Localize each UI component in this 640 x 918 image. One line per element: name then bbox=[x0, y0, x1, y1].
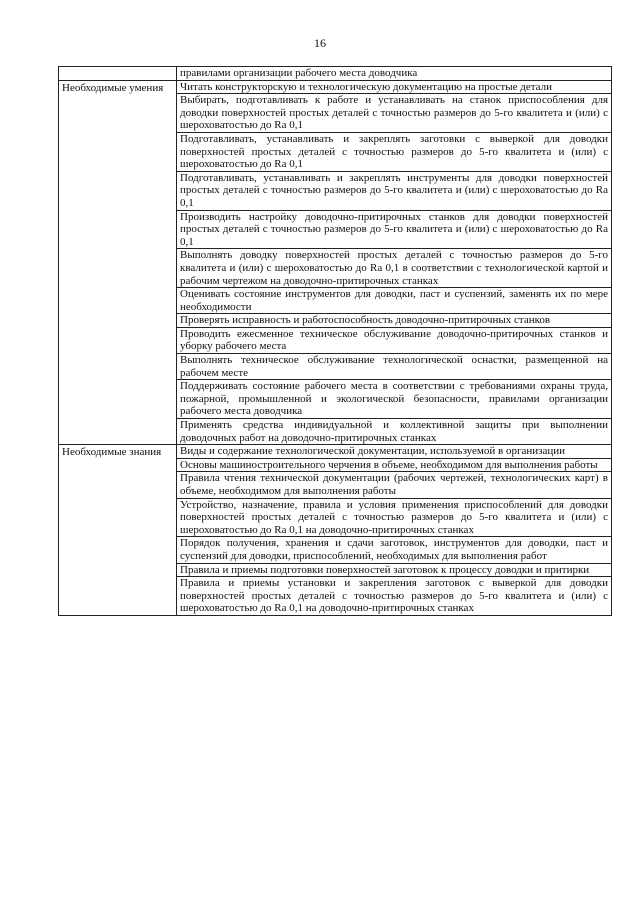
requirements-table bbox=[58, 66, 612, 616]
empty-label-cell bbox=[59, 67, 177, 81]
knowledge-item: Порядок получения, хранения и сдачи заготовок, инструментов для доводки, паст и суспензий для доводки, приспособлений, необходимых для выполнения работ bbox=[177, 537, 612, 563]
skill-item: Выбирать, подготавливать к работе и устанавливать на станок приспособления для доводки поверхностей простых деталей с точностью размеров до 5-го квалитета и (или) с шероховатостью до Ra 0,1 bbox=[177, 94, 612, 133]
skill-item: Читать конструкторскую и технологическую документацию на простые детали bbox=[177, 80, 612, 94]
knowledge-item: Основы машиностроительного черчения в объеме, необходимом для выполнения работы bbox=[177, 458, 612, 472]
skill-item: Поддерживать состояние рабочего места в соответствии с требованиями охраны труда, пожарной, промышленной и экологической безопасности, правилами организации рабочего места доводчика bbox=[177, 380, 612, 419]
knowledge-label: Необходимые знания bbox=[59, 445, 177, 616]
table-row bbox=[59, 67, 612, 81]
skill-item: Оценивать состояние инструментов для доводки, паст и суспензий, заменять их по мере необходимости bbox=[177, 288, 612, 314]
skill-item: Выполнять доводку поверхностей простых деталей с точностью размеров до 5-го квалитета и (или) с шероховатостью до Ra 0,1 в соответствии с технологической картой и рабочим чертежом на доводочно-притирочных станках bbox=[177, 249, 612, 288]
table-row bbox=[59, 80, 612, 94]
knowledge-item: Правила и приемы подготовки поверхностей заготовок к процессу доводки и притирки bbox=[177, 563, 612, 577]
skill-item: Применять средства индивидуальной и коллективной защиты при выполнении доводочных работ на доводочно-притирочных станках bbox=[177, 419, 612, 445]
knowledge-item: Правила и приемы установки и закрепления заготовок с выверкой для доводки поверхностей простых деталей с точностью размеров до 5-го квалитета и (или) с шероховатостью до Ra 0,1 на доводочно-притирочных станках bbox=[177, 577, 612, 616]
continuation-cell: правилами организации рабочего места доводчика bbox=[177, 67, 612, 81]
skill-item: Производить настройку доводочно-притирочных станков для доводки поверхностей простых деталей с точностью размеров до 5-го квалитета и (или) с шероховатостью до Ra 0,1 bbox=[177, 210, 612, 249]
knowledge-item: Виды и содержание технологической документации, используемой в организации bbox=[177, 445, 612, 459]
skills-label: Необходимые умения bbox=[59, 80, 177, 445]
knowledge-item: Устройство, назначение, правила и условия применения приспособлений для доводки поверхностей простых деталей с точностью размеров до 5-го квалитета и (или) с шероховатостью до Ra 0,1 на доводочно-притирочных станках bbox=[177, 498, 612, 537]
skill-item: Подготавливать, устанавливать и закреплять заготовки с выверкой для доводки поверхностей простых деталей с точностью размеров до 5-го квалитета и (или) с шероховатостью до Ra 0,1 bbox=[177, 132, 612, 171]
table-row bbox=[59, 445, 612, 459]
knowledge-item: Правила чтения технической документации (рабочих чертежей, технологических карт) в объеме, необходимом для выполнения работы bbox=[177, 472, 612, 498]
page-number: 16 bbox=[314, 36, 326, 50]
skill-item: Проверять исправность и работоспособность доводочно-притирочных станков bbox=[177, 314, 612, 328]
skill-item: Проводить ежесменное техническое обслуживание доводочно-притирочных станков и уборку рабочего места bbox=[177, 327, 612, 353]
skill-item: Выполнять техническое обслуживание технологической оснастки, размещенной на рабочем месте bbox=[177, 354, 612, 380]
skill-item: Подготавливать, устанавливать и закреплять инструменты для доводки поверхностей простых деталей с точностью размеров до 5-го квалитета и (или) с шероховатостью до Ra 0,1 bbox=[177, 171, 612, 210]
